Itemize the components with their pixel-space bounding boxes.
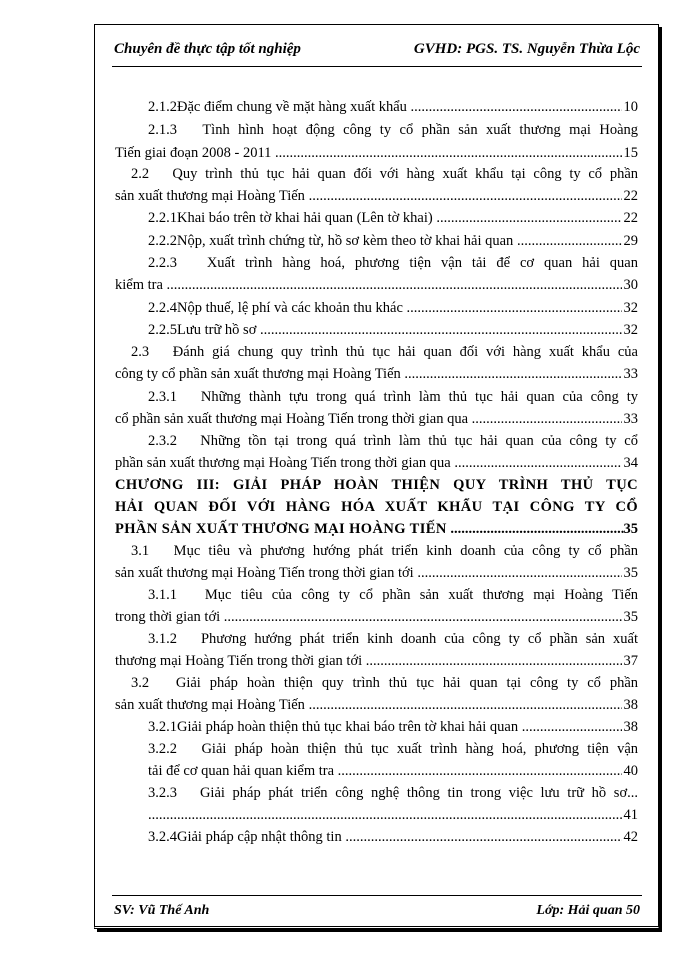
toc-entry-number: 2.2.3 (148, 255, 177, 271)
toc-entry-number: 2.3 (131, 344, 150, 360)
toc-entry-title: Giải pháp hoàn thiện thủ tục khai báo trên tờ khai hải quan ..... (177, 717, 622, 737)
toc-entry-number: 3.1.1 (148, 587, 177, 603)
toc-entry-page: 30 (623, 277, 638, 293)
toc-entry-2-2-2[interactable] (148, 231, 638, 251)
toc-entry-page: 38 (623, 697, 638, 713)
toc-entry-title: Giải pháp phát triển công nghệ thông tin trong việc lưu trữ hồ sơ... (199, 785, 638, 801)
toc-entry-title: Những thành tựu trong quá trình làm thủ tục hải quan của công ty (200, 389, 638, 405)
toc-entry-title: Khai báo trên tờ khai hải quan (Lên tờ khai) ..... (177, 208, 622, 228)
toc-chapter-3-line-2[interactable]: HẢI QUAN ĐỐI VỚI HÀNG HÓA XUẤT KHẨU TẠI CÔNG TY CỔ (115, 499, 638, 515)
toc-entry-title: kiểm tra ..... (115, 275, 622, 295)
toc-entry-3-2[interactable] (131, 673, 638, 693)
toc-entry-title: Nộp thuế, lệ phí và các khoản thu khác ..... (177, 298, 622, 318)
toc-entry-page: 32 (623, 300, 638, 316)
toc-entry-number: 2.2.2 (148, 233, 177, 249)
toc-entry-3-1-1[interactable] (148, 585, 638, 605)
toc-entry-page: 15 (623, 145, 638, 161)
toc-entry-2-3-1-cont[interactable] (115, 409, 638, 429)
toc-entry-page: 35 (623, 609, 638, 625)
toc-entry-3-2-3-cont[interactable] (148, 805, 638, 825)
toc-entry-page: 34 (623, 455, 638, 471)
toc-entry-number: 2.2.5 (148, 322, 177, 338)
toc-entry-page: 29 (623, 233, 638, 249)
toc-entry-title: trong thời gian tới ..... (115, 607, 622, 627)
toc-entry-title: sản xuất thương mại Hoàng Tiến ..... (115, 186, 622, 206)
toc-entry-2-3[interactable] (131, 342, 638, 362)
footer-left: SV: Vũ Thế Anh (114, 903, 210, 918)
toc-entry-page: 22 (623, 188, 638, 204)
toc-entry-page: 33 (623, 411, 638, 427)
toc-entry-page: 35 (623, 521, 638, 537)
toc-entry-title: sản xuất thương mại Hoàng Tiến ..... (115, 695, 622, 715)
toc-entry-2-1-2[interactable] (148, 97, 638, 117)
toc-entry-page: 38 (623, 719, 638, 735)
toc-entry-page: 22 (623, 210, 638, 226)
footer-right: Lớp: Hải quan 50 (536, 903, 640, 918)
toc-entry-title: Tiến giai đoạn 2008 - 2011 ..... (115, 143, 622, 163)
toc-entry-3-1-2[interactable] (148, 629, 638, 649)
toc-entry-3-2-2-cont[interactable] (148, 761, 638, 781)
toc-entry-page: 10 (623, 99, 638, 115)
toc-entry-2-2-cont[interactable] (115, 186, 638, 206)
toc-entry-page: 32 (623, 322, 638, 338)
toc-entry-title: cổ phần sản xuất thương mại Hoàng Tiến trong thời gian qua ..... (115, 409, 622, 429)
toc-entry-title: công ty cổ phần sản xuất thương mại Hoàng Tiến ..... (115, 364, 622, 384)
toc-entry-2-3-1[interactable] (148, 387, 638, 407)
toc-entry-title: Những tồn tại trong quá trình làm thủ tục hải quan của công ty cổ (200, 433, 638, 449)
toc-entry-number: 3.2.1 (148, 719, 177, 735)
toc-entry-number: 2.1.2 (148, 99, 177, 115)
toc-entry-page: 35 (623, 565, 638, 581)
toc-entry-title: Tình hình hoạt động công ty cổ phần sản xuất thương mại Hoàng (202, 122, 639, 138)
header-left: Chuyên đề thực tập tốt nghiệp (114, 41, 301, 57)
toc-entry-number: 3.1 (131, 543, 150, 559)
toc-entry-leader (148, 805, 622, 825)
toc-entry-title: thương mại Hoàng Tiến trong thời gian tới ..... (115, 651, 622, 671)
toc-entry-title: Xuất trình hàng hoá, phương tiện vận tải để cơ quan hải quan (206, 255, 638, 271)
toc-entry-2-1-3-cont[interactable] (115, 143, 638, 163)
toc-entry-3-1[interactable] (131, 541, 638, 561)
toc-entry-3-2-1[interactable] (148, 717, 638, 737)
toc-entry-title: Giải pháp cập nhật thông tin ..... (177, 827, 622, 847)
toc-entry-title: Phương hướng phát triển kinh doanh của công ty cổ phần sản xuất (200, 631, 639, 647)
toc-entry-2-2-3[interactable] (148, 253, 638, 273)
toc-entry-page: 42 (623, 829, 638, 845)
toc-entry-3-1-cont[interactable] (115, 563, 638, 583)
toc-entry-2-3-2[interactable] (148, 431, 638, 451)
toc-entry-number: 2.3.1 (148, 389, 177, 405)
toc-entry-title: Đánh giá chung quy trình thủ tục hải quan đối với hàng xuất khẩu của (172, 344, 638, 360)
toc-entry-title: Nộp, xuất trình chứng từ, hồ sơ kèm theo tờ khai hải quan ..... (177, 231, 622, 251)
toc-entry-3-1-2-cont[interactable] (115, 651, 638, 671)
toc-entry-3-2-cont[interactable] (115, 695, 638, 715)
toc-entry-number: 2.2.4 (148, 300, 177, 316)
toc-entry-number: 3.2.4 (148, 829, 177, 845)
toc-entry-number: 2.2 (131, 166, 150, 182)
toc-entry-page: 33 (623, 366, 638, 382)
toc-entry-number: 3.2 (131, 675, 150, 691)
toc-entry-2-2-1[interactable] (148, 208, 638, 228)
toc-entry-number: 2.1.3 (148, 122, 177, 138)
toc-entry-2-3-cont[interactable] (115, 364, 638, 384)
toc-entry-number: 2.3.2 (148, 433, 177, 449)
toc-entry-2-1-3[interactable] (148, 120, 638, 140)
toc-entry-number: 3.1.2 (148, 631, 177, 647)
toc-entry-2-3-2-cont[interactable] (115, 453, 638, 473)
toc-entry-title: sản xuất thương mại Hoàng Tiến trong thời gian tới ..... (115, 563, 622, 583)
toc-entry-2-2-3-cont[interactable] (115, 275, 638, 295)
toc-entry-title: Mục tiêu của công ty cổ phần sản xuất thương mại Hoàng Tiến (204, 587, 639, 603)
toc-entry-2-2[interactable] (131, 164, 638, 184)
toc-entry-title: Quy trình thủ tục hải quan đối với hàng xuất khẩu tại công ty cổ phần (172, 166, 639, 182)
toc-chapter-3-line-1[interactable]: CHƯƠNG III: GIẢI PHÁP HOÀN THIỆN QUY TRÌNH THỦ TỤC (115, 477, 638, 493)
toc-entry-2-2-5[interactable] (148, 320, 638, 340)
page-border-shadow-bottom (97, 929, 662, 932)
footer-rule (112, 895, 642, 896)
toc-entry-3-1-1-cont[interactable] (115, 607, 638, 627)
toc-entry-title: PHẦN SẢN XUẤT THƯƠNG MẠI HOÀNG TIẾN ..... (115, 519, 624, 539)
toc-entry-title: Giải pháp hoàn thiện thủ tục xuất trình hàng hoá, phương tiện vận (201, 741, 639, 757)
toc-entry-page: 41 (623, 807, 638, 823)
toc-entry-3-2-2[interactable] (148, 739, 638, 759)
toc-entry-page: 40 (623, 763, 638, 779)
toc-entry-title: tải để cơ quan hải quan kiểm tra ..... (148, 761, 622, 781)
toc-entry-title: phần sản xuất thương mại Hoàng Tiến trong thời gian qua ..... (115, 453, 622, 473)
toc-entry-2-2-4[interactable] (148, 298, 638, 318)
header-right: GVHD: PGS. TS. Nguyễn Thừa Lộc (413, 41, 640, 57)
toc-entry-title: Đặc điểm chung về mặt hàng xuất khẩu ..... (177, 97, 622, 117)
toc-entry-number: 3.2.3 (148, 785, 177, 801)
toc-entry-title: Lưu trữ hồ sơ ..... (177, 320, 622, 340)
toc-entry-title: Mục tiêu và phương hướng phát triển kinh doanh của công ty cổ phần (173, 543, 639, 559)
toc-entry-page: 37 (623, 653, 638, 669)
toc-entry-number: 3.2.2 (148, 741, 177, 757)
toc-chapter-3-line-3[interactable] (115, 519, 638, 539)
toc-entry-number: 2.2.1 (148, 210, 177, 226)
toc-entry-title: Giải pháp hoàn thiện quy trình thủ tục hải quan tại công ty cổ phần (175, 675, 639, 691)
toc-entry-3-2-3[interactable] (148, 783, 638, 803)
toc-entry-3-2-4[interactable] (148, 827, 638, 847)
